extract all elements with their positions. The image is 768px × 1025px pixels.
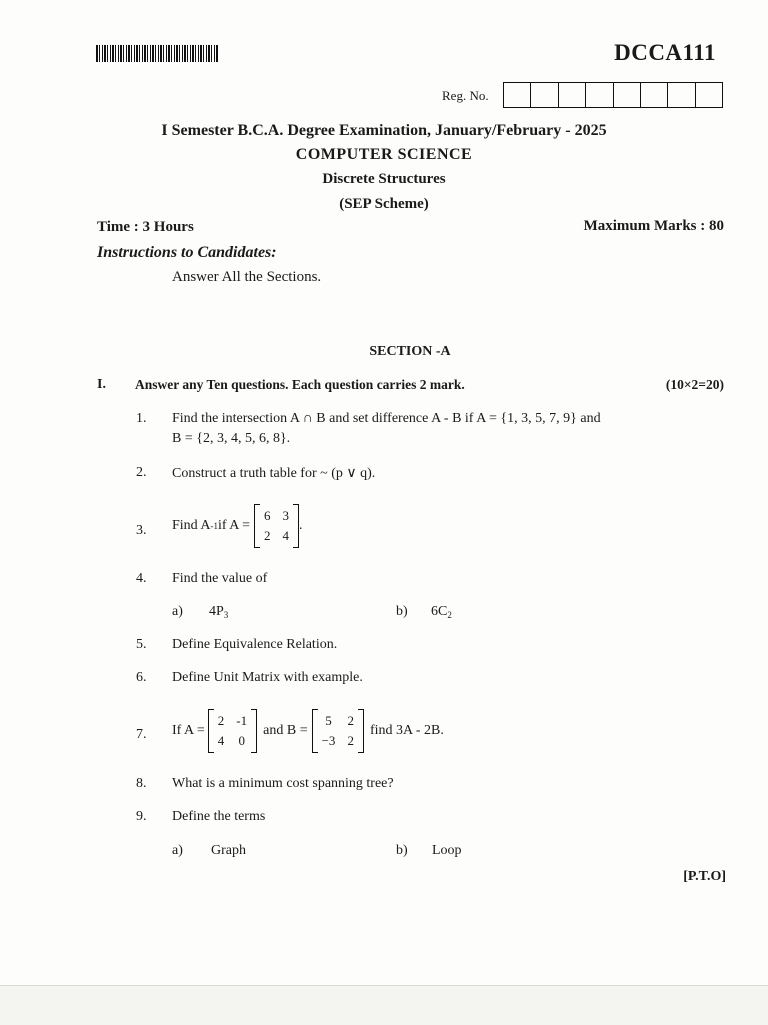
question-3-text-pre: Find A bbox=[172, 518, 211, 533]
paper-code: DCCA111 bbox=[614, 40, 716, 65]
matrix-cell: 5 bbox=[325, 713, 332, 728]
reg-no-boxes bbox=[503, 82, 723, 108]
question-number: 7. bbox=[136, 727, 147, 742]
question-3 bbox=[172, 503, 303, 549]
option-b-label: b) bbox=[396, 604, 408, 619]
maximum-marks: Maximum Marks : 80 bbox=[583, 218, 724, 234]
matrix-cell: 6 bbox=[264, 508, 271, 523]
question-9-text: Define the terms bbox=[172, 809, 266, 824]
option-a-value bbox=[209, 604, 228, 620]
question-7-text-post: find 3A - 2B. bbox=[369, 723, 444, 738]
exam-title: I Semester B.C.A. Degree Examination, January/February - 2025 bbox=[161, 122, 607, 139]
question-number: 6. bbox=[136, 670, 147, 685]
question-3-text-post: . bbox=[299, 518, 303, 533]
matrix-cell: 2 bbox=[347, 713, 354, 728]
question-8-text: What is a minimum cost spanning tree? bbox=[172, 776, 394, 791]
reg-no-label: Reg. No. bbox=[442, 88, 489, 103]
question-1-line-1: Find the intersection A ∩ B and set difference A - B if A = {1, 3, 5, 7, 9} and bbox=[172, 411, 601, 426]
question-6-text: Define Unit Matrix with example. bbox=[172, 670, 363, 685]
barcode bbox=[96, 45, 218, 62]
question-7-text-mid: and B = bbox=[263, 723, 308, 738]
section-title: SECTION -A bbox=[369, 344, 451, 359]
matrix-b bbox=[312, 709, 364, 753]
permutation-sub: 3 bbox=[223, 610, 229, 620]
matrix-cell: 0 bbox=[238, 733, 245, 748]
question-number: 3. bbox=[136, 523, 147, 538]
matrix-cell: 2 bbox=[264, 528, 271, 543]
combination-main: 6C bbox=[431, 604, 448, 619]
matrix-cell: -1 bbox=[236, 713, 248, 728]
option-a-label: a) bbox=[172, 843, 183, 858]
question-3-text-mid: if A = bbox=[218, 518, 251, 533]
paper-title: Discrete Structures bbox=[322, 171, 446, 187]
question-5-text: Define Equivalence Relation. bbox=[172, 637, 338, 652]
page-turn-note: [P.T.O] bbox=[683, 869, 726, 884]
section-instruction: Answer any Ten questions. Each question carries 2 mark. bbox=[135, 377, 465, 392]
inverse-superscript: -1 bbox=[210, 521, 219, 531]
question-7 bbox=[172, 708, 444, 754]
question-number: 1. bbox=[136, 411, 147, 426]
part-number: I. bbox=[97, 377, 106, 392]
question-number: 8. bbox=[136, 776, 147, 791]
question-4-text: Find the value of bbox=[172, 571, 268, 586]
time-allowed: Time : 3 Hours bbox=[97, 219, 194, 235]
question-number: 9. bbox=[136, 809, 147, 824]
section-marks: (10×2=20) bbox=[665, 377, 724, 392]
option-a-text: Graph bbox=[211, 843, 246, 858]
instructions-heading: Instructions to Candidates: bbox=[97, 244, 277, 261]
instructions-text: Answer All the Sections. bbox=[172, 269, 322, 285]
matrix-a bbox=[208, 709, 257, 753]
option-b-text: Loop bbox=[432, 843, 462, 858]
question-number: 5. bbox=[136, 637, 147, 652]
subject-title: COMPUTER SCIENCE bbox=[295, 146, 473, 163]
matrix-cell: 2 bbox=[217, 713, 225, 728]
combination-sub: 2 bbox=[447, 610, 452, 620]
option-a-label: a) bbox=[172, 604, 183, 619]
matrix-cell: 4 bbox=[282, 528, 290, 543]
scan-bottom-edge bbox=[0, 985, 768, 1025]
question-number: 2. bbox=[136, 465, 147, 480]
permutation-main: 4P bbox=[209, 604, 224, 619]
question-2-text: Construct a truth table for ~ (p ∨ q). bbox=[172, 466, 376, 481]
matrix-cell: 4 bbox=[217, 733, 225, 748]
scheme-title: (SEP Scheme) bbox=[339, 196, 429, 212]
matrix-cell: 2 bbox=[347, 733, 354, 748]
option-b-label: b) bbox=[396, 843, 408, 858]
question-1-line-2: B = {2, 3, 4, 5, 6, 8}. bbox=[172, 431, 291, 446]
matrix-cell: 3 bbox=[282, 508, 290, 523]
question-7-text-pre: If A = bbox=[172, 723, 205, 738]
matrix-cell: −3 bbox=[321, 733, 336, 748]
matrix-a bbox=[254, 504, 299, 548]
question-number: 4. bbox=[136, 571, 147, 586]
option-b-value bbox=[431, 604, 452, 620]
